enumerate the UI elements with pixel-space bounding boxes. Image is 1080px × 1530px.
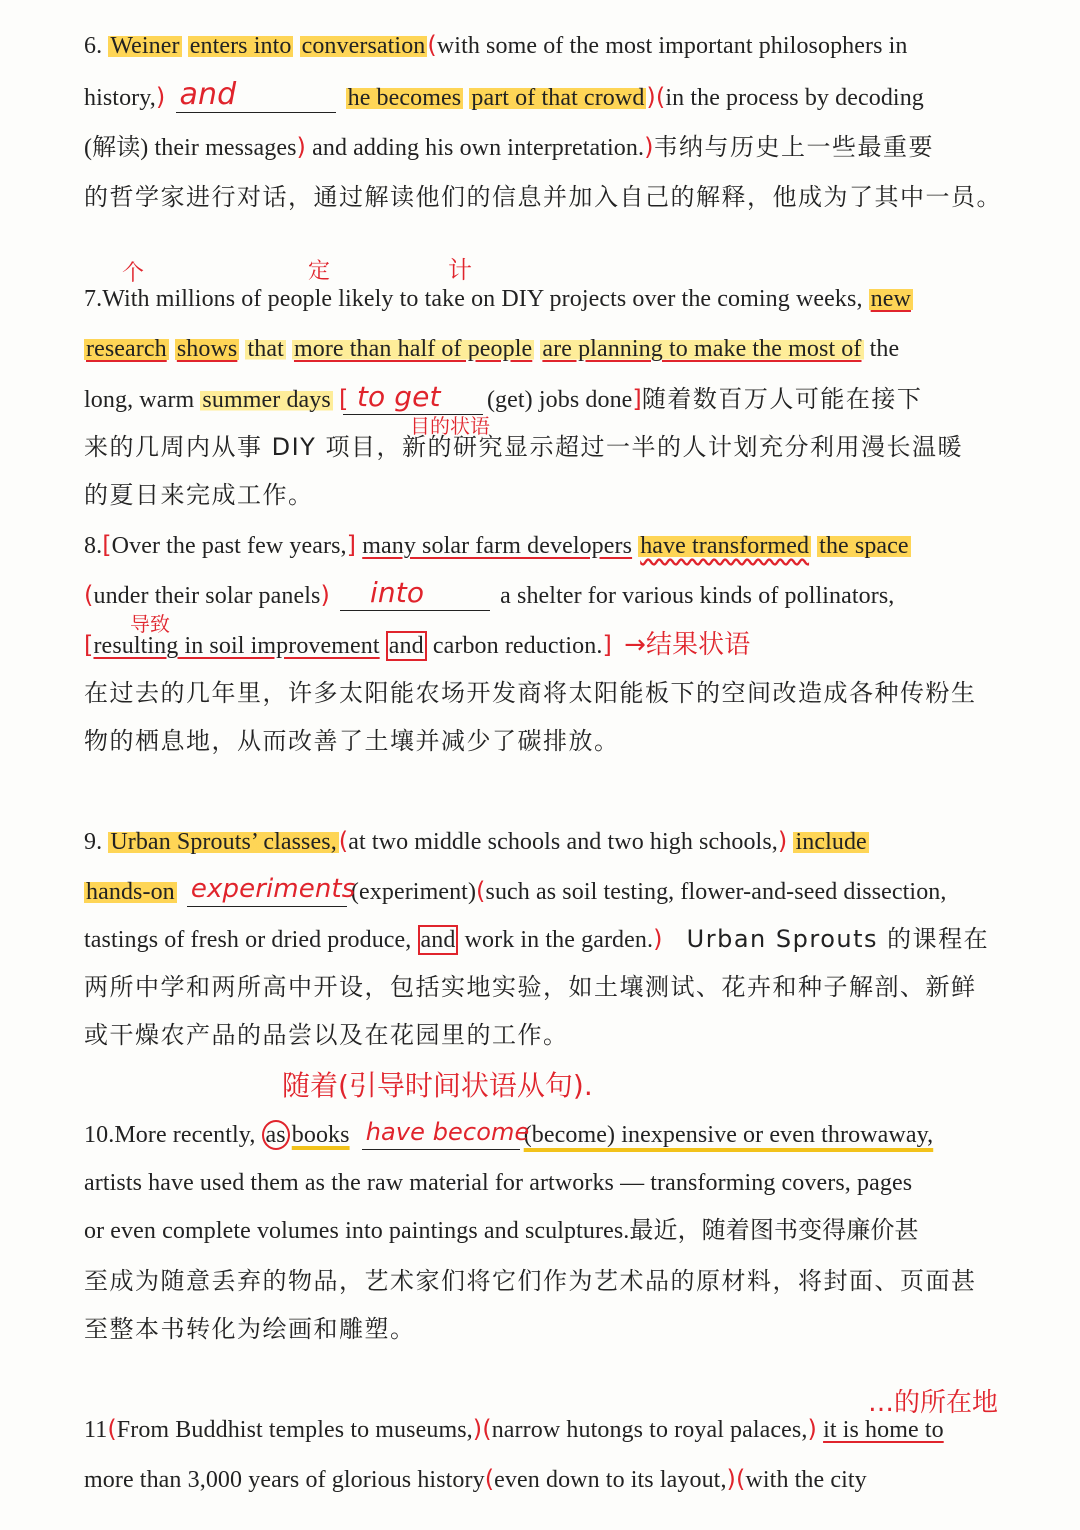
translation-text: Urban Sprouts 的课程在 [686, 925, 990, 953]
item-9-translation-2: 或干燥农产品的品尝以及在花园里的工作。 [84, 1021, 569, 1049]
item-9-line-1: 9. Urban Sprouts’ classes,(at two middle schools and two high schools,) include [84, 827, 867, 855]
sentence-text: Over the past few years, [111, 533, 347, 559]
underlined-main-clause: it is home to [823, 1417, 944, 1443]
handwritten-answer: into [370, 576, 425, 609]
item-8-translation-1: 在过去的几年里，许多太阳能农场开发商将太阳能板下的空间改造成各种传粉生 [84, 679, 977, 707]
item-10-translation-2: 至整本书转化为绘画和雕塑。 [84, 1315, 416, 1343]
sentence-text: With millions of people likely to take on DIY projects over the coming weeks, [102, 286, 863, 312]
annotation-mark: 定 [308, 259, 331, 284]
highlight-clause-subject: more than half of people [293, 336, 533, 362]
item-number: 6. [84, 33, 103, 59]
annotation-result-adverbial: →结果状语 [624, 630, 751, 660]
item-11-line-1: 11(From Buddhist temples to museums,)(narrow hutongs to royal palaces,) it is home to [84, 1415, 944, 1443]
item-number: 10. [84, 1122, 115, 1148]
underlined-participle: resulting in soil improvement [93, 633, 380, 659]
item-number: 7. [84, 286, 103, 312]
sentence-text: more than 3,000 years of glorious history [84, 1467, 485, 1493]
sentence-text: the [869, 336, 900, 362]
highlight-subject: new [870, 286, 911, 312]
item-9-translation-1: 两所中学和两所高中开设，包括实地实验，如土壤测试、花卉和种子解剖、新鲜 [84, 973, 977, 1001]
item-9-line-3: tastings of fresh or dried produce, and work in the garden.) Urban Sprouts 的课程在 [84, 925, 990, 953]
item-10-line-1 [84, 1120, 933, 1150]
item-7-translation-1: 来的几周内从事 DIY 项目，新的研究显示超过一半的人计划充分利用漫长温暖 [84, 433, 963, 461]
annotation-mark: 个 [122, 261, 145, 286]
fill-blank [187, 874, 356, 907]
fill-blank [176, 77, 336, 113]
item-7-translation-2: 的夏日来完成工作。 [84, 481, 314, 509]
annotation-mark: 计 [448, 256, 472, 284]
highlight-subject: he becomes [347, 85, 462, 111]
sentence-text: at two middle schools and two high schools, [348, 829, 778, 855]
sentence-text: under their solar panels [93, 583, 321, 609]
item-8-line-1: 8.[Over the past few years,] many solar farm developers have transformed the space [84, 531, 909, 559]
handwritten-answer: experiments [190, 874, 356, 904]
item-6-translation: 的哲学家进行对话，通过解读他们的信息并加入自己的解释，他成为了其中一员。 [84, 183, 1002, 211]
highlight-clause-verb: are planning to make the most of [542, 336, 862, 362]
item-7-line-1 [84, 284, 913, 314]
item-8-line-2: (under their solar panels) into a shelter for various kinds of pollinators, [84, 576, 895, 609]
item-6-line-3: (解读) their messages) and adding his own interpretation.)韦纳与历史上一些最重要 [84, 133, 935, 161]
annotation-adverbial-clause: 随着(引导时间状语从句). [282, 1069, 593, 1102]
highlight-object: summer days [202, 387, 331, 413]
sentence-text: (解读) their messages [84, 135, 297, 161]
highlight-subject: Urban Sprouts’ classes, [110, 829, 337, 855]
sentence-text: a shelter for various kinds of pollinators, [500, 583, 895, 609]
fill-blank [340, 576, 490, 611]
boxed-conjunction: and [386, 631, 427, 661]
highlight-subject: Weiner [110, 33, 180, 59]
sentence-text: From Buddhist temples to museums, [116, 1417, 473, 1443]
highlight-verb: include [795, 829, 867, 855]
sentence-text: with some of the most important philosophers in [436, 33, 908, 59]
handwritten-answer: have become [365, 1118, 530, 1146]
highlight-verb: enters into [189, 33, 292, 59]
handwritten-answer: and [179, 77, 237, 112]
sentence-text: with the city [745, 1467, 867, 1493]
item-6-line-1: 6. Weiner enters into conversation(with some of the most important philosophers in [84, 31, 908, 59]
handwritten-answer: to get [356, 380, 441, 413]
annotation-purpose-adverbial: 目的状语 [410, 414, 490, 438]
translation-text: 韦纳与历史上一些最重要 [653, 133, 935, 161]
sentence-text: history, [84, 85, 156, 111]
item-10-line-2: artists have used them as the raw material for artworks — transforming covers, pages [84, 1170, 913, 1196]
annotation-mark: 导致 [130, 612, 170, 636]
item-number: 9. [84, 829, 103, 855]
item-7-line-2 [84, 334, 899, 364]
sentence-text: carbon reduction. [432, 633, 603, 659]
highlight-object: conversation [301, 33, 426, 59]
sentence-text: such as soil testing, flower-and-seed dissection, [485, 879, 947, 905]
sentence-text: tastings of fresh or dried produce, [84, 927, 412, 953]
item-8-translation-2: 物的栖息地，从而改善了土壤并减少了碳排放。 [84, 727, 620, 755]
sentence-text: narrow hutongs to royal palaces, [491, 1417, 808, 1443]
sentence-text: in the process by decoding [665, 85, 924, 111]
translation-text: 随着数百万人可能在接下 [641, 385, 923, 413]
circled-conjunction: as [262, 1120, 290, 1150]
item-11-line-2: more than 3,000 years of glorious history(even down to its layout,)(with the city [84, 1465, 867, 1493]
sentence-text: More recently, [114, 1122, 256, 1148]
item-9-line-2: hands-on experiments (experiment)(such as soil testing, flower-and-seed dissection, [86, 874, 947, 905]
item-8-line-3: [resulting in soil improvement and carbon reduction.] →结果状语 [84, 630, 751, 660]
fill-blank: [ to get [343, 388, 483, 415]
item-6-line-2: history,) and he becomes part of that crowd)(in the process by decoding [84, 77, 924, 112]
highlight-verb: have transformed [640, 533, 810, 559]
item-7-line-3: long, warm summer days [ to get (get) jobs done]随着数百万人可能在接下 [84, 380, 923, 413]
fill-blank [362, 1118, 530, 1150]
highlight-subject: research [86, 336, 167, 362]
sentence-text: long, warm [84, 387, 195, 413]
underlined-subject: books [291, 1122, 350, 1148]
sentence-text: work in the garden. [464, 927, 654, 953]
highlight-verb: shows [176, 336, 238, 362]
item-10-line-3: or even complete volumes into paintings and sculptures.最近，随着图书变得廉价甚 [84, 1218, 919, 1244]
sentence-text: (become) inexpensive or even throwaway, [523, 1122, 934, 1148]
highlight-object: hands-on [86, 879, 175, 905]
item-number: 11 [84, 1417, 108, 1443]
highlight-object: the space [819, 533, 909, 559]
highlight-clause: that [247, 336, 284, 362]
sentence-text: (get) jobs done [486, 387, 633, 413]
annotation-mark: …的所在地 [868, 1388, 999, 1418]
item-number: 8. [84, 533, 103, 559]
boxed-conjunction: and [418, 925, 459, 955]
sentence-text: even down to its layout, [494, 1467, 727, 1493]
sentence-text: (experiment) [350, 879, 477, 905]
highlight-object: part of that crowd [471, 85, 645, 111]
item-10-translation-1: 至成为随意丢弃的物品，艺术家们将它们作为艺术品的原材料，将封面、页面甚 [84, 1267, 977, 1295]
underlined-subject: many solar farm developers [362, 533, 633, 559]
sentence-text: and adding his own interpretation. [312, 135, 645, 161]
